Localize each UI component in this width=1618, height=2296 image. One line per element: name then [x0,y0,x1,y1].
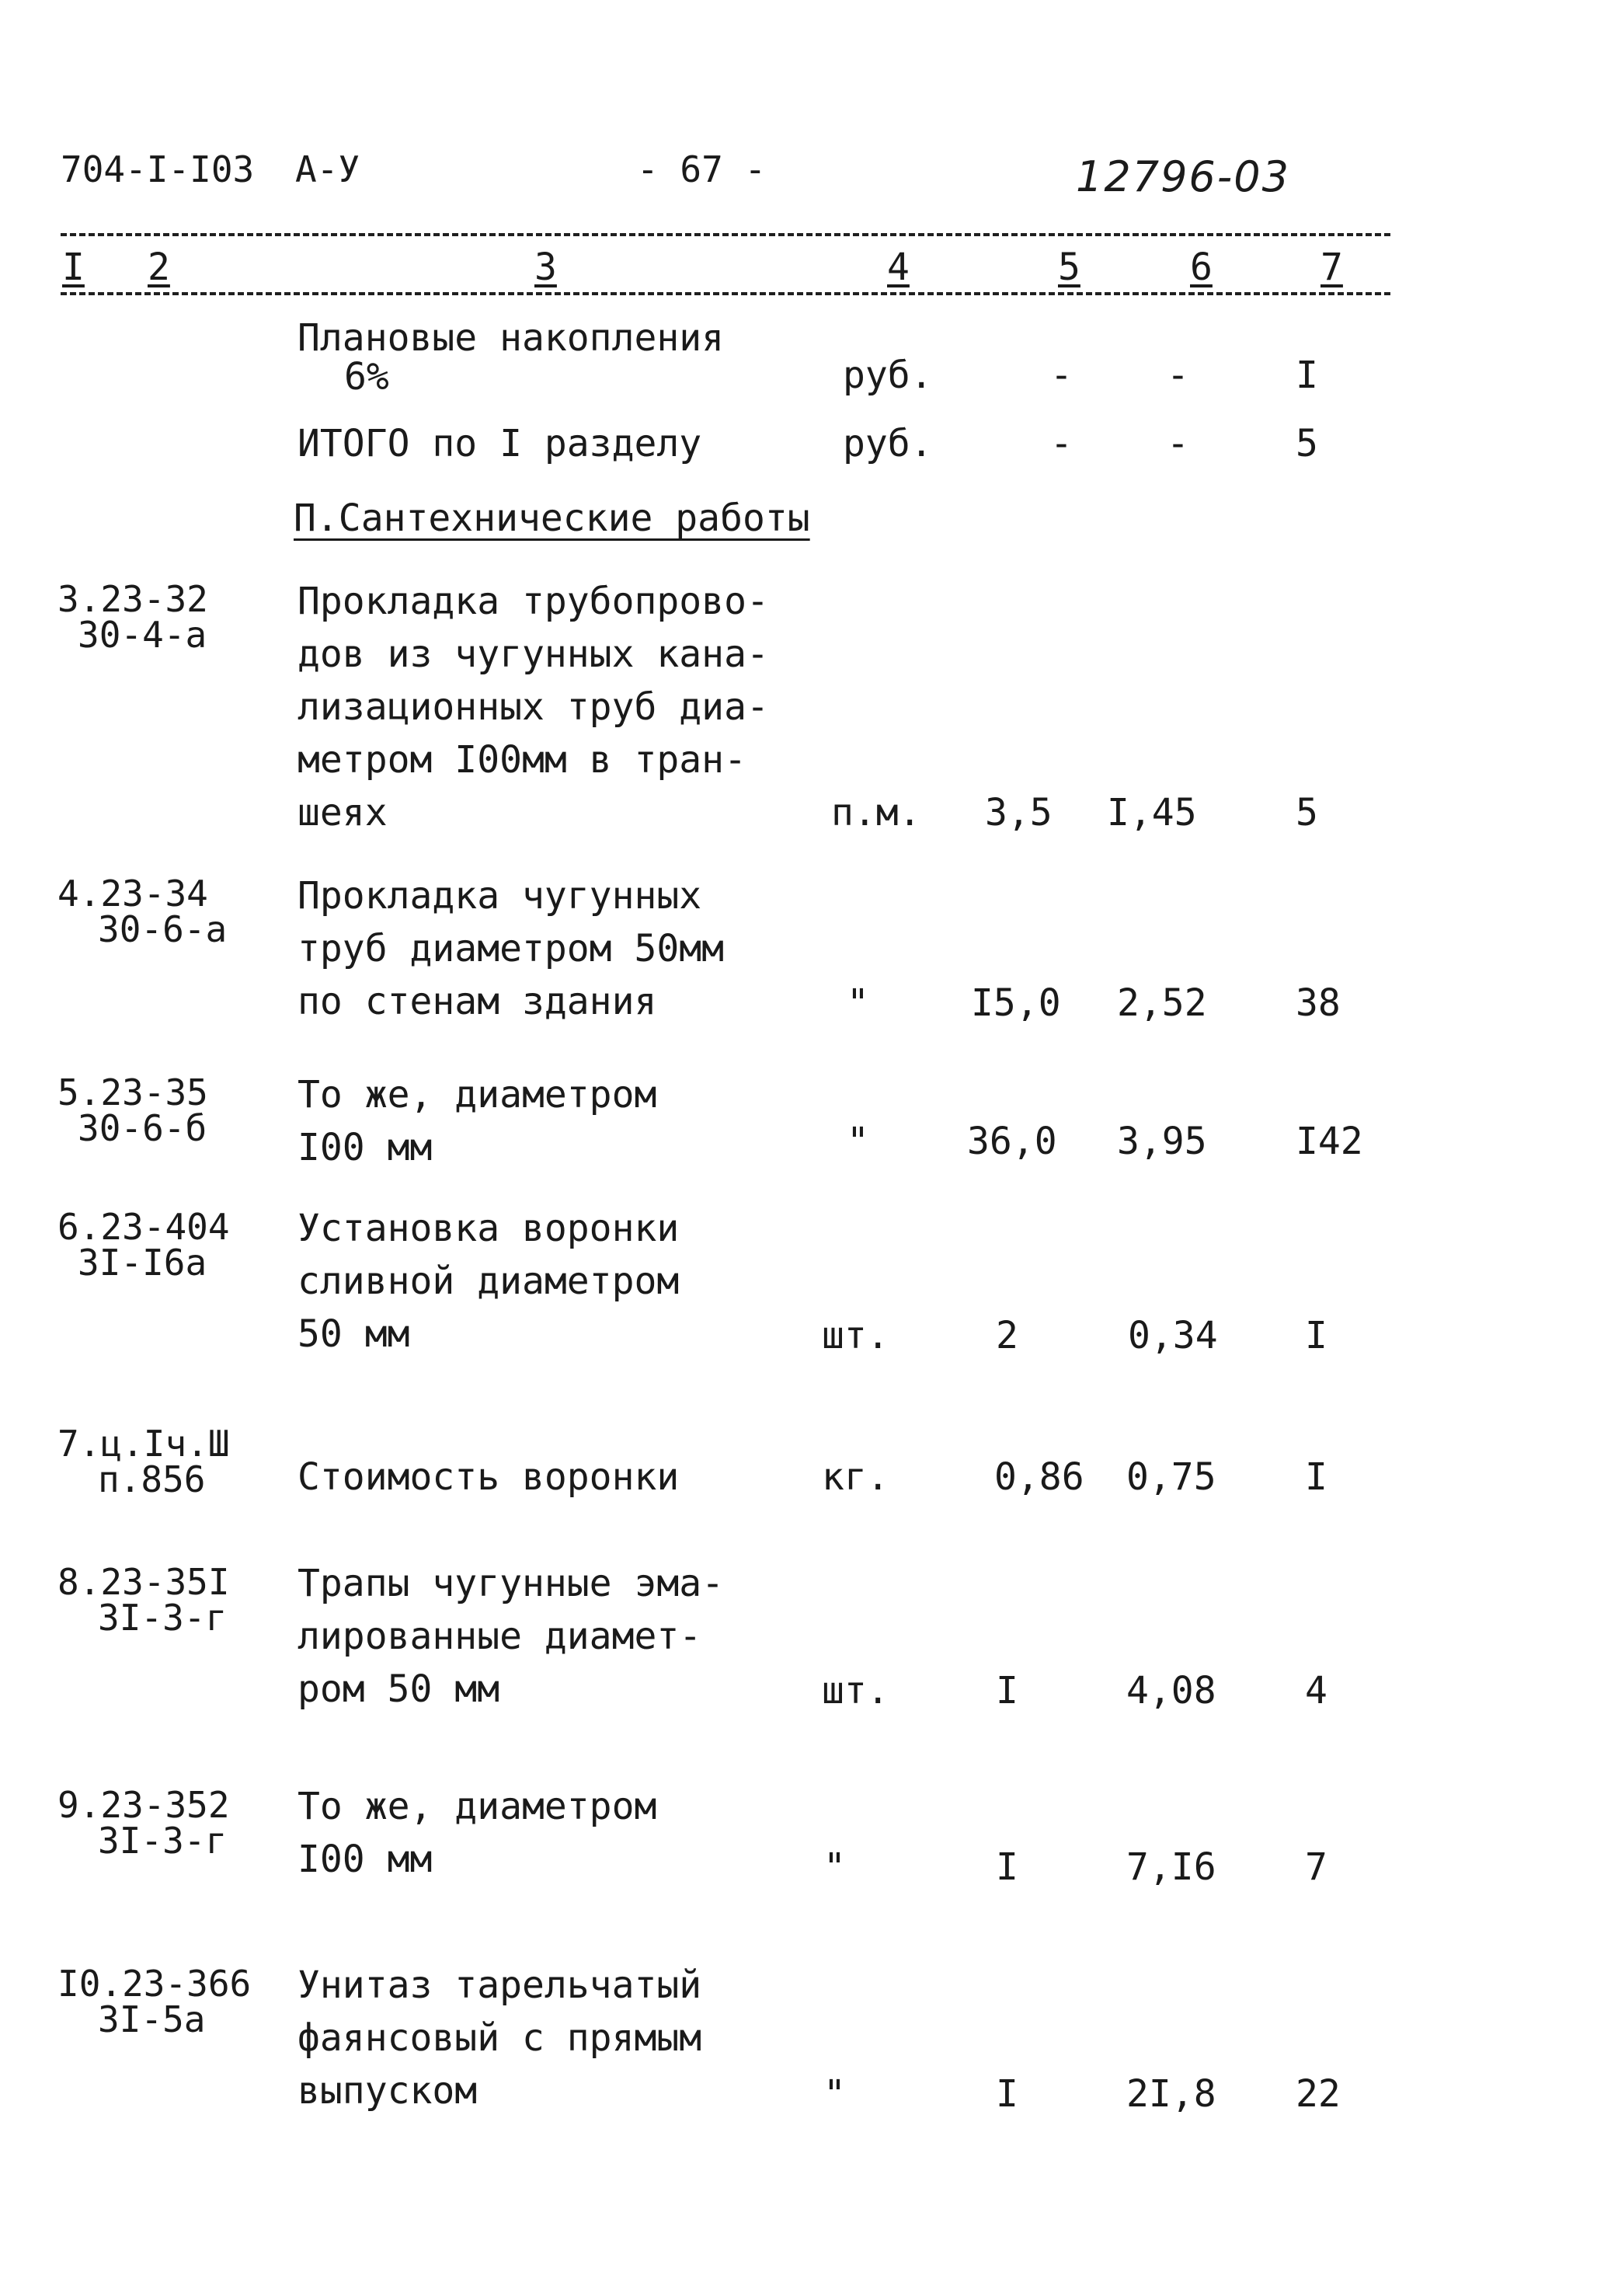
summary-desc: ИТОГО по I разделу [298,422,702,465]
row-total: I [1305,1455,1327,1499]
row-unit: кг. [822,1455,889,1499]
row-desc [298,870,724,1029]
row-code-line: 30-6-а [98,908,228,950]
summary-desc-line: 6% [344,355,389,399]
row-unit: шт. [822,1314,889,1357]
row-qty: 2 [996,1314,1018,1357]
row-code [57,1423,230,1500]
row-desc-line: Прокладка чугунных [298,874,702,918]
row-price: 0,34 [1128,1314,1218,1357]
row-qty: I [996,2072,1018,2116]
summary-qty: - [1050,422,1073,465]
summary-price: - [1167,354,1189,397]
section-title: П.Сантехнические работы [294,496,810,540]
row-desc-line: То же, диаметром [298,1785,657,1828]
row-desc-line: по стенам здания [298,980,657,1023]
row-desc-line: Установка воронки [298,1207,680,1250]
row-code-line: 30-4-а [78,614,207,656]
col-num-2: 2 [148,246,170,289]
row-desc-line: шеях [298,791,388,834]
row-unit: " [847,1120,869,1163]
col-num-4: 4 [887,246,910,289]
row-total: 4 [1305,1669,1327,1712]
row-code [57,873,228,950]
row-qty: 0,86 [994,1455,1084,1499]
row-code-line: 4.23-34 [57,873,208,915]
row-code-line: 9.23-352 [57,1784,230,1826]
row-total: I42 [1296,1120,1363,1163]
row-code [57,1963,252,2040]
summary-qty: - [1050,354,1073,397]
section-mark: А-У [295,148,360,190]
row-desc-line: I00 мм [298,1126,433,1169]
row-code-line: 5.23-35 [57,1071,208,1113]
row-qty: 3,5 [985,791,1053,834]
row-price: 3,95 [1117,1120,1207,1163]
row-desc [298,1781,656,1887]
row-desc [298,576,769,840]
row-desc-line: выпуском [298,2069,478,2113]
row-code-line: 3I-3-г [98,1820,228,1862]
row-desc-line: Трапы чугунные эма- [298,1562,725,1605]
row-code [57,1561,230,1639]
row-code-line: 3I-I6а [78,1242,207,1284]
row-code-line: 30-6-б [78,1107,207,1149]
row-code [57,1784,230,1862]
summary-total: 5 [1296,422,1318,465]
row-code-line: I0.23-366 [57,1963,252,2005]
row-price: 2,52 [1117,981,1207,1025]
row-total: 38 [1296,981,1341,1025]
row-desc-line: Прокладка трубопрово- [298,580,769,623]
summary-unit: руб. [843,422,933,465]
row-code-line: 3I-5а [98,1998,206,2040]
row-unit: " [823,2072,846,2116]
row-code-line: 8.23-35I [57,1561,230,1603]
row-desc [298,1960,701,2118]
summary-price: - [1167,422,1189,465]
row-qty: I [996,1669,1018,1712]
header-rule-bottom [61,292,1390,295]
doc-code: 704-I-I03 [61,148,255,190]
row-total: 7 [1305,1845,1327,1889]
row-desc-line: лированные диамет- [298,1615,702,1658]
row-code-line: 3.23-32 [57,578,208,620]
col-num-7: 7 [1320,246,1343,289]
row-price: 2I,8 [1126,2072,1216,2116]
row-desc: Стоимость воронки [298,1455,680,1499]
row-unit: п.м. [831,791,921,834]
row-qty: 36,0 [967,1120,1057,1163]
summary-desc-line: Плановые накопления [298,316,725,360]
handwritten-number: 12796-03 [1076,152,1290,201]
row-desc-line: дов из чугунных кана- [298,632,769,676]
row-desc-line: фаянсовый с прямым [298,2016,702,2060]
row-desc-line: 50 мм [298,1312,410,1356]
row-desc-line: сливной диаметром [298,1259,680,1303]
page-number: - 67 - [637,148,767,190]
col-num-5: 5 [1058,246,1080,289]
row-qty: I [996,1845,1018,1889]
row-desc-line: лизационных труб диа- [298,685,769,729]
row-code [57,578,208,656]
row-price: 0,75 [1126,1455,1216,1499]
row-desc [298,1069,656,1175]
row-desc-line: То же, диаметром [298,1073,657,1117]
row-desc-line: ром 50 мм [298,1667,500,1711]
row-qty: I5,0 [971,981,1061,1025]
col-num-1: I [62,246,85,289]
row-price: 7,I6 [1126,1845,1216,1889]
row-desc [298,1203,679,1361]
row-desc-line: Унитаз тарельчатый [298,1963,702,2007]
col-num-6: 6 [1190,246,1213,289]
summary-desc [298,316,725,399]
row-price: 4,08 [1126,1669,1216,1712]
row-price: I,45 [1107,791,1197,834]
row-code-line: п.856 [98,1458,206,1500]
row-desc-line: труб диаметром 50мм [298,927,725,970]
row-code-line: 6.23-404 [57,1206,230,1248]
row-desc-line: метром I00мм в тран- [298,738,746,782]
row-total: 22 [1296,2072,1341,2116]
row-code [57,1071,208,1149]
summary-unit: руб. [843,354,933,397]
row-code-line: 3I-3-г [98,1597,228,1639]
row-unit: " [847,981,869,1025]
row-desc-line: I00 мм [298,1838,433,1881]
row-code [57,1206,230,1284]
row-total: 5 [1296,791,1318,834]
row-total: I [1305,1314,1327,1357]
row-unit: шт. [822,1669,889,1712]
col-num-3: 3 [534,246,557,289]
row-code-line: 7.ц.Iч.Ш [57,1423,230,1465]
header-rule-top [61,233,1390,236]
row-unit: " [823,1845,846,1889]
row-desc [298,1558,724,1716]
summary-total: I [1296,354,1318,397]
